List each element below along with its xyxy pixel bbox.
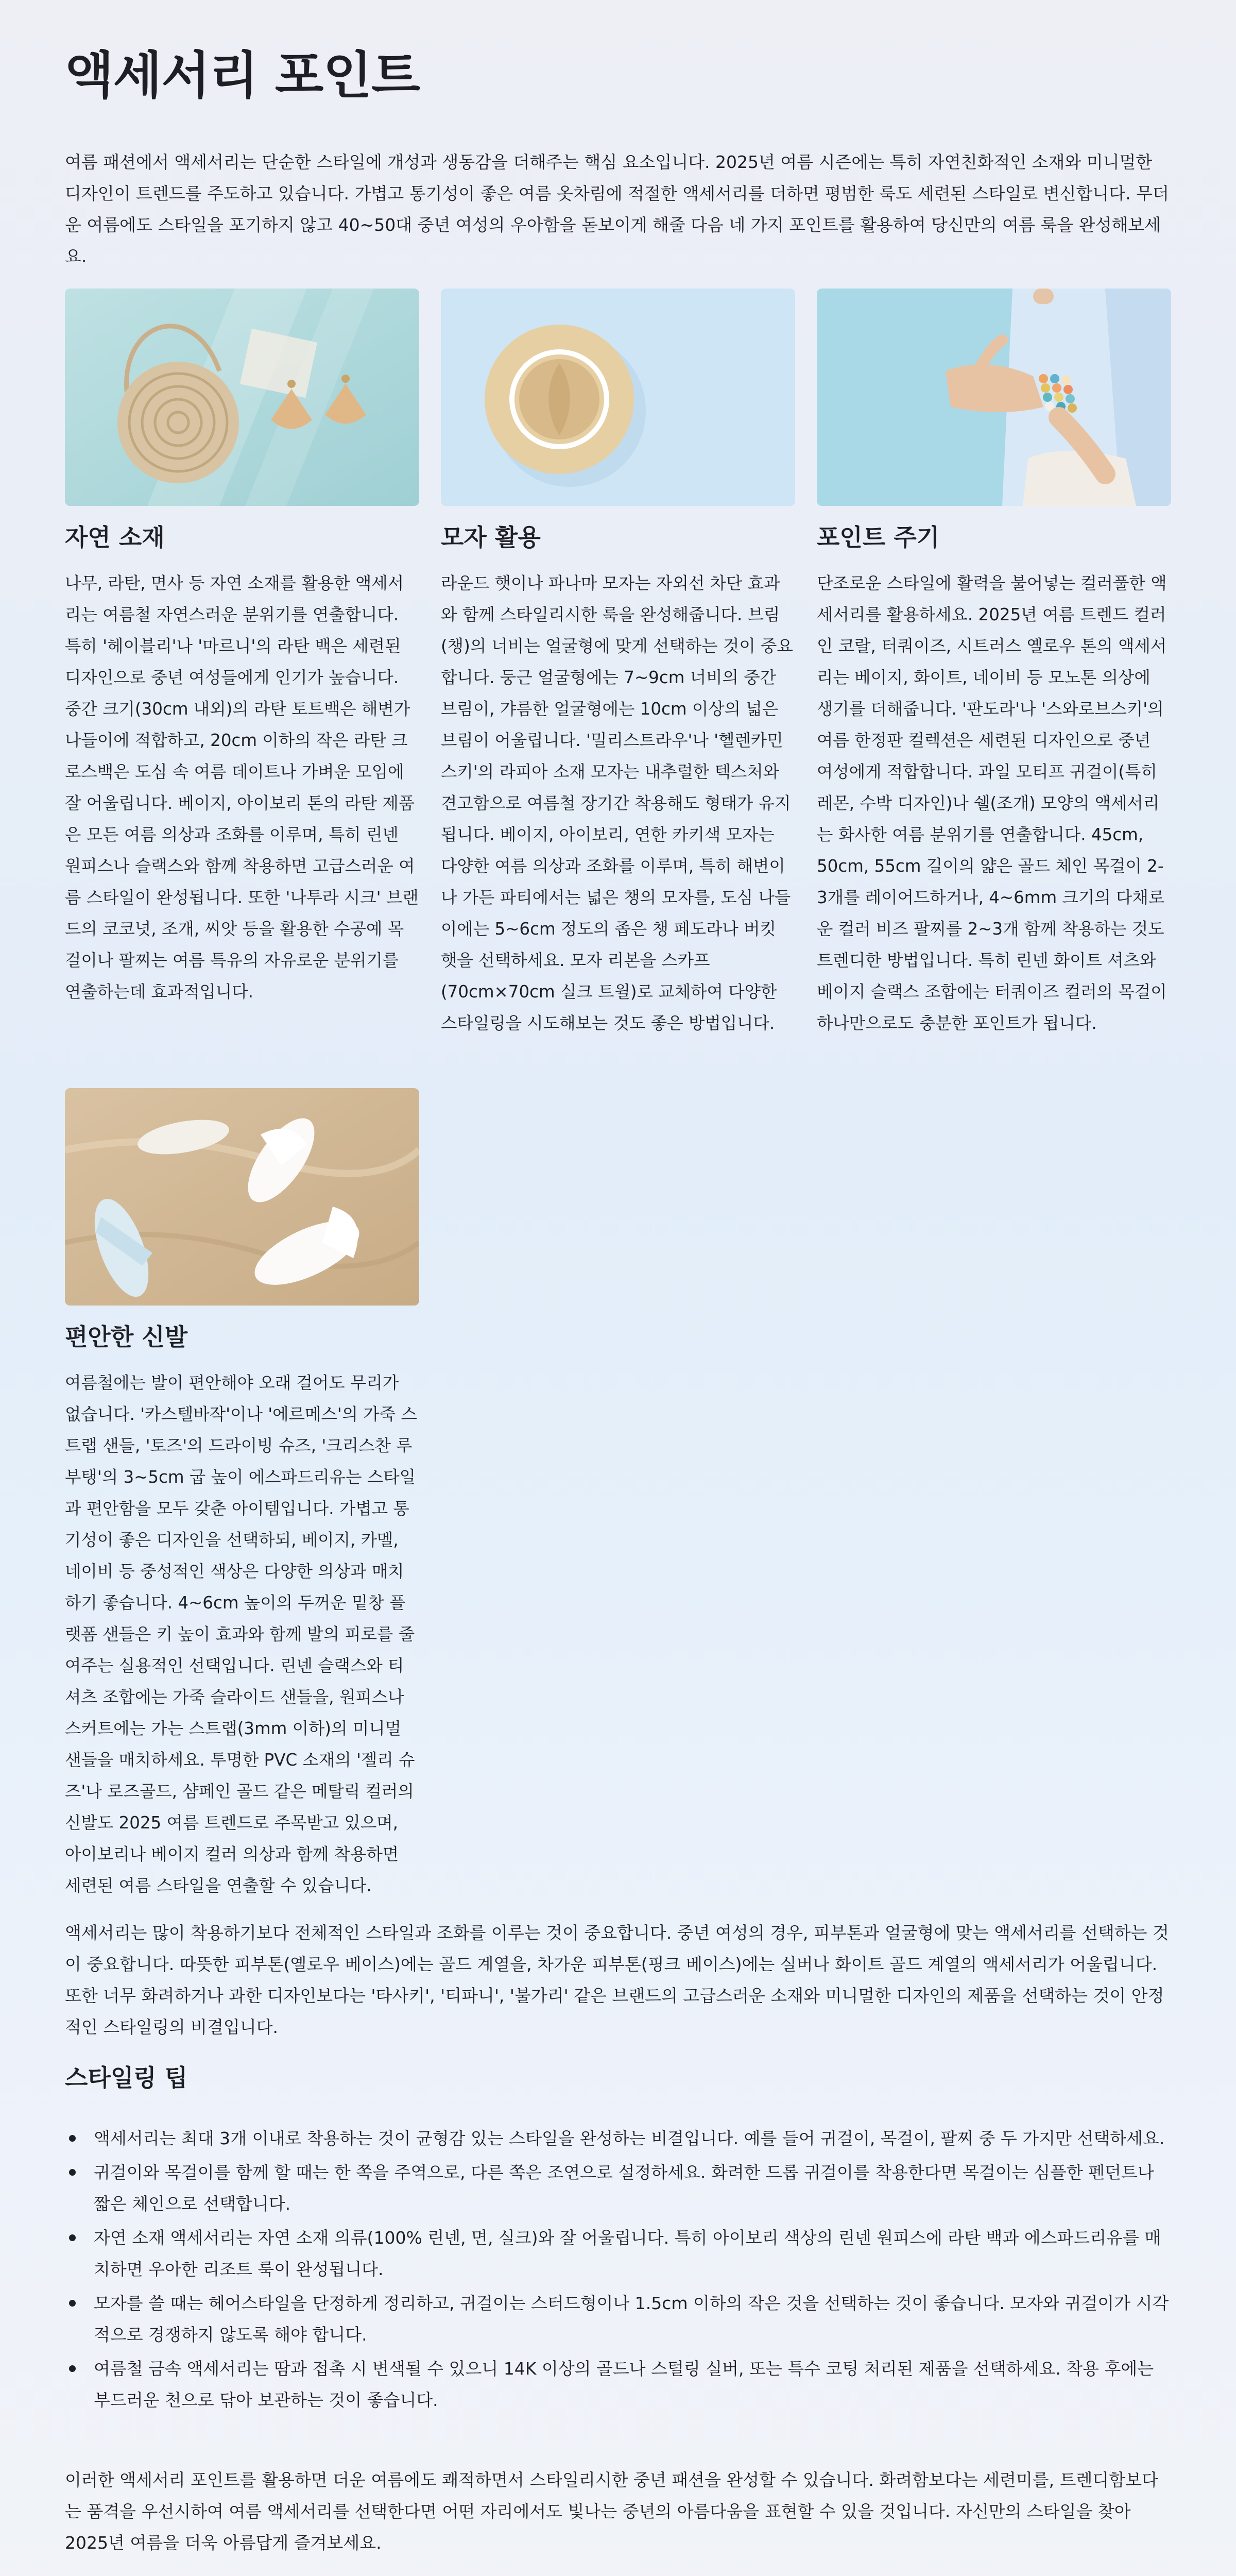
tips-list [65, 2123, 1171, 2418]
card-body: 라운드 햇이나 파나마 모자는 자외선 차단 효과와 함께 스타일리시한 룩을 완성해줍니다. 브림(챙)의 너비는 얼굴형에 맞게 선택하는 것이 중요합니다. 둥근 얼굴형에는 7~9cm 너비의 중간 브림이, 갸름한 얼굴형에는 10cm 이상의 넓은 브림이 어울립니다. '밀리스트라우'나 '헬렌카민스키'의 라피아 소재 모자는 내추럴한 텍스처와 견고함으로 여름철 장기간 착용해도 형태가 유지됩니다. 베이지, 아이보리, 연한 카키색 모자는 다양한 여름 의상과 조화를 이루며, 특히 해변이나 가든 파티에서는 넓은 챙의 모자를, 도심 나들이에는 5~6cm 정도의 좁은 챙 페도라나 버킷 햇을 선택하세요. 모자 리본을 스카프(70cm×70cm 실크 트윌)로 교체하여 다양한 스타일링을 시도해보는 것도 좋은 방법입니다. [441, 573, 793, 1033]
card-title: 자연 소재 [65, 523, 165, 551]
list-item [65, 2287, 1171, 2350]
beaded-bracelets-image [817, 289, 1171, 506]
summary-paragraph: 액세서리는 많이 착용하기보다 전체적인 스타일과 조화를 이루는 것이 중요합니다. 중년 여성의 경우, 피부톤과 얼굴형에 맞는 액세서리를 선택하는 것이 중요합니다. 따뜻한 피부톤(옐로우 베이스)에는 골드 계열을, 차가운 피부톤(핑크 베이스)에는 실버나 화이트 골드 계열의 액세서리가 어울립니다. 또한 너무 화려하거나 과한 디자인보다는 '타사키', '티파니', '불가리' 같은 브랜드의 고급스러운 소재와 미니멀한 디자인의 제품을 선택하는 것이 안정적인 스타일링의 비결입니다. [65, 1923, 1169, 2037]
tip-text: 여름철 금속 액세서리는 땀과 접촉 시 변색될 수 있으니 14K 이상의 골드나 스털링 실버, 또는 특수 코팅 처리된 제품을 선택하세요. 착용 후에는 부드러운 천으로 닦아 보관하는 것이 좋습니다. [94, 2359, 1154, 2410]
card-body: 나무, 라탄, 면사 등 자연 소재를 활용한 액세서리는 여름철 자연스러운 분위기를 연출합니다. 특히 '헤이블리'나 '마르니'의 라탄 백은 세련된 디자인으로 중년 여성들에게 인기가 높습니다. 중간 크기(30cm 내외)의 라탄 토트백은 해변가 나들이에 적합하고, 20cm 이하의 작은 라탄 크로스백은 도심 속 여름 데이트나 가벼운 모임에 잘 어울립니다. 베이지, 아이보리 톤의 라탄 제품은 모든 여름 의상과 조화를 이루며, 특히 린넨 원피스나 슬랙스와 함께 착용하면 고급스러운 여름 스타일이 완성됩니다. 또한 '나투라 시크' 브랜드의 코코넛, 조개, 씨앗 등을 활용한 수공예 목걸이나 팔찌는 여름 특유의 자유로운 분위기를 연출하는데 효과적입니다. [65, 573, 419, 1002]
tip-text: 액세서리는 최대 3개 이내로 착용하는 것이 균형감 있는 스타일을 완성하는 비결입니다. 예를 들어 귀걸이, 목걸이, 팔찌 중 두 가지만 선택하세요. [94, 2128, 1165, 2148]
page-title: 액세서리 포인트 [65, 46, 420, 105]
card-title: 모자 활용 [441, 523, 541, 551]
bullet-icon [69, 2365, 76, 2372]
list-item [65, 2157, 1171, 2219]
list-item [65, 2222, 1171, 2285]
straw-hat-image [441, 289, 795, 506]
tips-heading: 스타일링 팁 [65, 2064, 188, 2092]
closing-paragraph: 이러한 액세서리 포인트를 활용하면 더운 여름에도 쾌적하면서 스타일리시한 중년 패션을 완성할 수 있습니다. 화려함보다는 세련미를, 트렌디함보다는 품격을 우선시하여 여름 액세서리를 선택한다면 어떤 자리에서도 빛나는 중년의 아름다움을 표현할 수 있을 것입니다. 자신만의 스타일을 찾아 2025년 여름을 더욱 아름답게 즐겨보세요. [65, 2470, 1158, 2553]
bullet-icon [69, 2135, 76, 2142]
bullet-icon [69, 2300, 76, 2307]
card-title: 포인트 주기 [817, 523, 940, 551]
card-body: 단조로운 스타일에 활력을 불어넣는 컬러풀한 액세서리를 활용하세요. 2025년 여름 트렌드 컬러인 코랄, 터쿼이즈, 시트러스 옐로우 톤의 액세서리는 베이지, 화이트, 네이비 등 모노톤 의상에 생기를 더해줍니다. '판도라'나 '스와로브스키'의 여름 한정판 컬렉션은 세련된 디자인으로 중년 여성에게 적합합니다. 과일 모티프 귀걸이(특히 레몬, 수박 디자인)나 쉘(조개) 모양의 액세서리는 화사한 여름 분위기를 연출합니다. 45cm, 50cm, 55cm 길이의 얇은 골드 체인 목걸이 2-3개를 레이어드하거나, 4~6mm 크기의 다채로운 컬러 비즈 팔찌를 2~3개 함께 착용하는 것도 트렌디한 방법입니다. 특히 린넨 화이트 셔츠와 베이지 슬랙스 조합에는 터쿼이즈 컬러의 목걸이 하나만으로도 충분한 포인트가 됩니다. [817, 573, 1167, 1033]
bullet-icon [69, 2234, 76, 2241]
tip-text: 모자를 쓸 때는 헤어스타일을 단정하게 정리하고, 귀걸이는 스터드형이나 1.5cm 이하의 작은 것을 선택하는 것이 좋습니다. 모자와 귀걸이가 시각적으로 경쟁하지 않도록 해야 합니다. [94, 2293, 1169, 2345]
list-item [65, 2123, 1171, 2154]
card-accent-points [817, 289, 1171, 1039]
straw-bag-and-earrings-image [65, 289, 419, 506]
card-natural-materials [65, 289, 419, 1008]
tip-text: 자연 소재 액세서리는 자연 소재 의류(100% 린넨, 면, 실크)와 잘 어울립니다. 특히 아이보리 색상의 린넨 원피스에 라탄 백과 에스파드리유를 매치하면 우아한 리조트 룩이 완성됩니다. [94, 2228, 1161, 2279]
intro-paragraph: 여름 패션에서 액세서리는 단순한 스타일에 개성과 생동감을 더해주는 핵심 요소입니다. 2025년 여름 시즌에는 특히 자연친화적인 소재와 미니멀한 디자인이 트렌드를 주도하고 있습니다. 가볍고 통기성이 좋은 여름 옷차림에 적절한 액세서리를 더하면 평범한 룩도 세련된 스타일로 변신합니다. 무더운 여름에도 스타일을 포기하지 않고 40~50대 중년 여성의 우아함을 돋보이게 해줄 다음 네 가지 포인트를 활용하여 당신만의 여름 룩을 완성해보세요. [65, 152, 1169, 266]
tip-text: 귀걸이와 목걸이를 함께 할 때는 한 쪽을 주역으로, 다른 쪽은 조연으로 설정하세요. 화려한 드롭 귀걸이를 착용한다면 목걸이는 심플한 펜던트나 짧은 체인으로 선택합니다. [94, 2162, 1154, 2214]
list-item [65, 2353, 1171, 2416]
card-comfortable-shoes [65, 1088, 419, 1902]
card-hat-styling [441, 289, 795, 1039]
card-body: 여름철에는 발이 편안해야 오래 걸어도 무리가 없습니다. '카스텔바작'이나 '에르메스'의 가죽 스트랩 샌들, '토즈'의 드라이빙 슈즈, '크리스찬 루부탱'의 3~5cm 굽 높이 에스파드리유는 스타일과 편안함을 모두 갖춘 아이템입니다. 가볍고 통기성이 좋은 디자인을 선택하되, 베이지, 카멜, 네이비 등 중성적인 색상은 다양한 의상과 매치하기 좋습니다. 4~6cm 높이의 두꺼운 밑창 플랫폼 샌들은 키 높이 효과와 함께 발의 피로를 줄여주는 실용적인 선택입니다. 린넨 슬랙스와 티셔츠 조합에는 가죽 슬라이드 샌들을, 원피스나 스커트에는 가는 스트랩(3mm 이하)의 미니멀 샌들을 매치하세요. 투명한 PVC 소재의 '젤리 슈즈'나 로즈골드, 샴페인 골드 같은 메탈릭 컬러의 신발도 2025 여름 트렌드로 주목받고 있으며, 아이보리나 베이지 컬러 의상과 함께 착용하면 세련된 여름 스타일을 연출할 수 있습니다. [65, 1373, 417, 1895]
bullet-icon [69, 2169, 76, 2176]
card-title: 편안한 신발 [65, 1323, 188, 1351]
white-slide-sandals-image [65, 1088, 419, 1306]
